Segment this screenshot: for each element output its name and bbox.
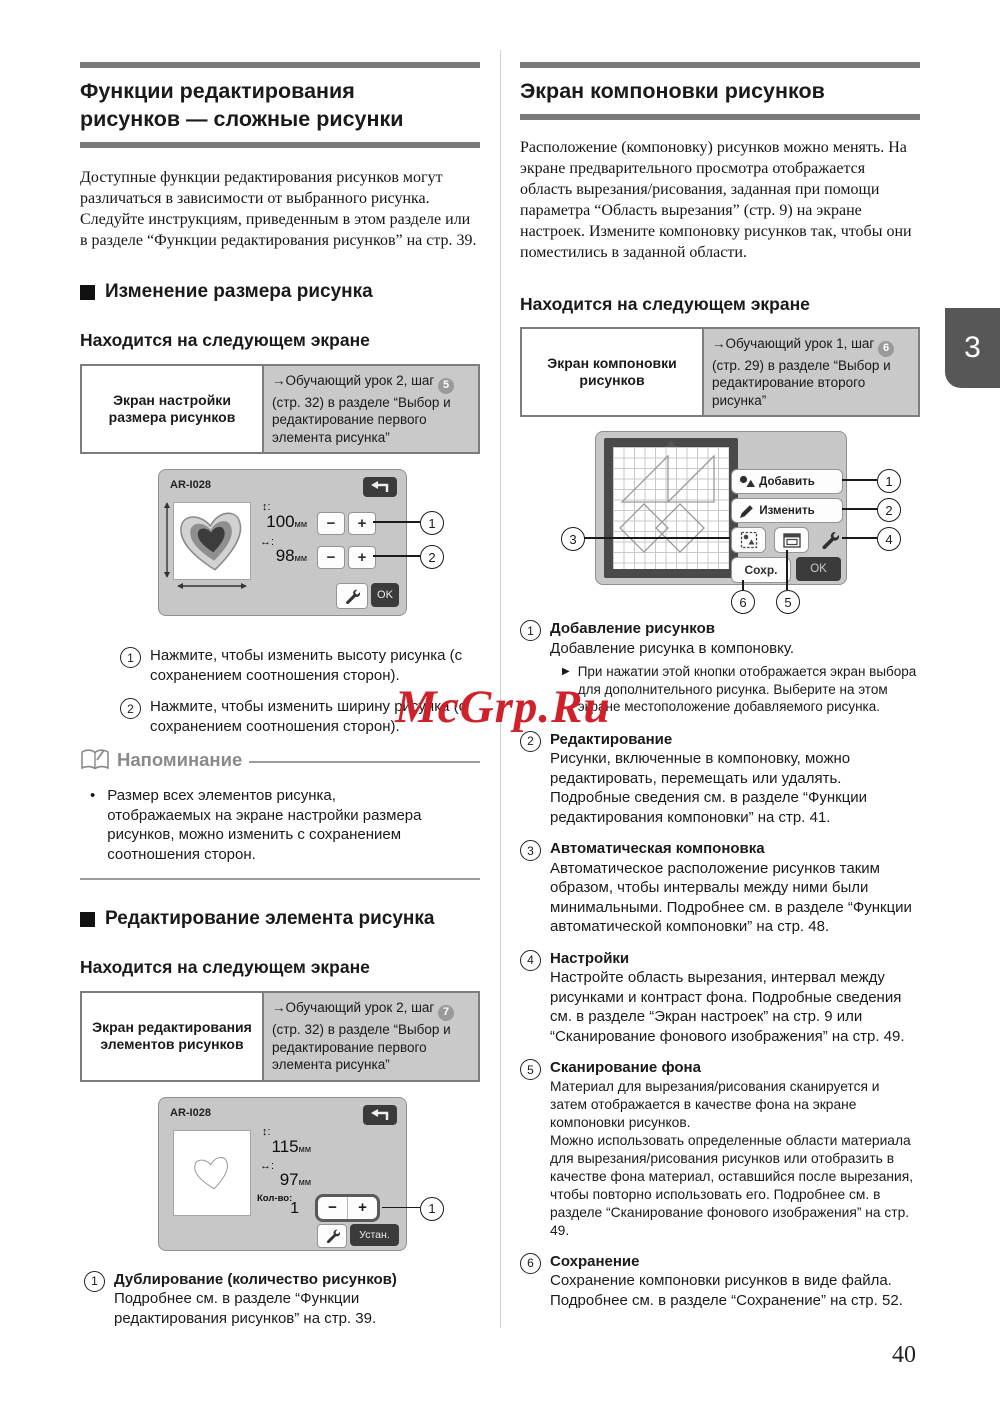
item-content <box>114 1270 464 1329</box>
width-minus-button <box>317 546 345 569</box>
size-screen-figure <box>80 464 480 634</box>
list-item <box>520 730 920 828</box>
section-title-editing-functions: Функции редактирования рисунков — сложные рисунки <box>80 79 404 131</box>
pattern-code: AR-I028 <box>170 479 211 492</box>
layout-screen-figure <box>520 431 920 619</box>
callout-1: 1 <box>420 1197 444 1221</box>
pattern-code: AR-I028 <box>170 1106 211 1119</box>
callout-line-5 <box>786 550 788 590</box>
memo-book-icon <box>80 748 110 772</box>
item-number: 4 <box>520 950 541 971</box>
height-value <box>255 512 307 532</box>
height-plus-button <box>348 512 376 535</box>
subsection-resize <box>80 281 480 303</box>
screen-location-heading: Находится на следующем экране <box>80 957 370 978</box>
step-badge: 6 <box>878 341 894 357</box>
reference-table <box>80 991 480 1081</box>
element-screen-figure <box>80 1092 480 1260</box>
background-scan-icon <box>783 533 801 548</box>
callout-line-3 <box>583 537 730 539</box>
heading-rule-bottom <box>520 114 920 120</box>
width-number: 98 <box>275 546 295 566</box>
save-label: Сохр. <box>744 563 778 578</box>
step-badge: 7 <box>438 1005 454 1021</box>
height-number: 100 <box>266 512 295 532</box>
screen-location-heading: Находится на следующем экране <box>80 330 370 350</box>
callout-line-4 <box>842 537 877 539</box>
width-dim-label: ↔: <box>260 536 275 549</box>
width-dim-label: ↔: <box>260 1159 275 1172</box>
step-badge: 5 <box>438 378 454 394</box>
add-label: Добавить <box>759 475 815 488</box>
note-bullet-item <box>90 786 430 864</box>
note-rule <box>249 761 480 763</box>
item-number: 2 <box>120 698 141 719</box>
item-title: Сканирование фона <box>550 1059 701 1077</box>
settings-wrench-button <box>317 1224 347 1248</box>
sub-note-text: При нажатии этой кнопки отображается экран выбора для дополнительного рисунка. Выберите на этом экране местоположение добавляемого рисунка. <box>577 664 917 715</box>
back-icon <box>370 481 390 493</box>
screen-location-heading: Находится на следующем экране <box>520 294 810 314</box>
arrow-bullet-icon: ▶ <box>562 666 570 678</box>
subsection-title: Изменение размера рисунка <box>105 281 373 302</box>
plus-label: + <box>357 515 367 533</box>
pencil-icon <box>740 504 754 518</box>
item-text: Материал для вырезания/рисования сканируется и затем отображается в качестве фона на экране компоновки рисунков. <box>550 1078 880 1130</box>
intro-paragraph: Расположение (компоновку) рисунков можно менять. На экране предварительного просмотра отображается область вырезания/рисования, заданная при помощи параметра “Область вырезания” (стр. 9) на экране настроек. Измените компоновку рисунков так, чтобы они поместились в заданной области. <box>520 139 912 261</box>
item-text-2: Можно использовать определенные области материала для вырезания/рисования рисунков или отобразить в качестве фона материал, оставшийся после вырезания, чтобы повторно использовать его. Подробнее см. в разделе “Сканирование фонового изображения” на стр. 49. <box>550 1132 914 1238</box>
quantity-value: 1 <box>290 1199 299 1217</box>
chapter-tab <box>945 308 1000 388</box>
settings-wrench-button <box>336 583 368 609</box>
list-item <box>520 839 920 937</box>
reference-table <box>520 327 920 417</box>
callout-4: 4 <box>877 527 901 551</box>
item-title: Дублирование (количество рисунков) <box>114 1270 397 1288</box>
ok-label: OK <box>810 563 827 576</box>
item-text: Нажмите, чтобы изменить высоту рисунка (с сохранением соотношения сторон). <box>150 647 463 684</box>
callout-line-1 <box>382 1207 420 1209</box>
tutorial-text-cont: (стр. 29) в разделе “Выбор и редактирование второго рисунка” <box>712 357 891 408</box>
intro-paragraph: Доступные функции редактирования рисунков могут различаться в зависимости от выбранного рисунка. Следуйте инструкциям, приведенным в этом разделе или в разделе “Функции редактирования рисунков” на стр. 39. <box>80 169 477 249</box>
width-arrow <box>177 582 247 590</box>
list-item <box>84 1270 480 1329</box>
shapes-icon <box>739 475 756 488</box>
width-unit: мм <box>294 553 307 564</box>
height-arrow <box>163 502 171 578</box>
callout-2: 2 <box>877 498 901 522</box>
callout-1: 1 <box>877 469 901 493</box>
item-title: Настройки <box>550 949 630 967</box>
note-rule-bottom <box>80 878 480 880</box>
item-number: 2 <box>520 731 541 752</box>
width-unit: мм <box>298 1176 311 1187</box>
background-scan-button <box>774 527 809 553</box>
plus-label: + <box>357 549 367 567</box>
item-text: Настройте область вырезания, интервал между рисунками и контраст фона. Подробные сведения см. в разделе “Экран настроек” на стр. 9 или “Сканирование фонового изображения” на стр. 49. <box>550 969 905 1045</box>
item-number: 1 <box>84 1271 105 1292</box>
ok-label: OK <box>377 589 393 602</box>
back-button <box>363 1105 397 1125</box>
tutorial-text: →Обучающий урок 1, шаг <box>712 336 879 351</box>
set-label: Устан. <box>359 1228 390 1241</box>
subsection-title: Редактирование элемента рисунка <box>105 908 435 930</box>
height-dim-label: ↕: <box>262 501 271 514</box>
pattern-preview <box>173 502 251 580</box>
ok-button <box>796 557 841 581</box>
wrench-icon <box>344 588 360 604</box>
cutting-mat-preview <box>604 438 738 578</box>
tutorial-text: →Обучающий урок 2, шаг <box>272 373 439 388</box>
item-content <box>550 730 918 828</box>
back-icon <box>370 1109 390 1121</box>
item-number: 6 <box>520 1253 541 1274</box>
minus-label: − <box>326 515 336 533</box>
section-square-bullet <box>80 912 95 927</box>
reference-table <box>80 364 480 454</box>
height-value <box>259 1137 311 1157</box>
callout-line-6 <box>742 580 744 590</box>
width-number: 97 <box>279 1169 299 1189</box>
minus-label: − <box>326 549 336 567</box>
item-title: Добавление рисунков <box>550 620 715 638</box>
width-value <box>255 546 307 566</box>
item-content <box>550 1058 918 1240</box>
width-value <box>259 1170 311 1190</box>
width-plus-button <box>348 546 376 569</box>
list-item <box>520 1058 920 1240</box>
device-size-screen <box>158 469 407 616</box>
note-header <box>80 748 480 772</box>
edit-label: Изменить <box>759 504 815 517</box>
pattern-preview <box>173 1130 251 1216</box>
list-item <box>520 949 920 1047</box>
set-button <box>350 1224 399 1246</box>
item-text: Рисунки, включенные в компоновку, можно редактировать, перемещать или удалять. Подробные сведения см. в разделе “Функции редактирования компоновки” на стр. 41. <box>550 750 868 826</box>
item-number: 1 <box>120 647 141 668</box>
section-square-bullet <box>80 285 95 300</box>
callout-5: 5 <box>776 590 800 614</box>
item-title: Редактирование <box>550 730 673 748</box>
bullet-dot: • <box>90 787 96 805</box>
minus-label: − <box>318 1197 348 1219</box>
item-content <box>550 1252 918 1311</box>
device-layout-screen <box>595 431 847 585</box>
mat-shapes <box>604 438 738 578</box>
tutorial-text: →Обучающий урок 2, шаг <box>272 1000 439 1016</box>
save-button <box>731 557 791 583</box>
item-number: 1 <box>520 620 541 641</box>
height-unit: мм <box>298 1143 311 1154</box>
wrench-icon <box>325 1228 340 1243</box>
item-text: Сохранение компоновки рисунков в виде файла. Подробнее см. в разделе “Сохранение” на стр. 52. <box>550 1272 903 1309</box>
height-unit: мм <box>294 519 307 530</box>
callout-2: 2 <box>420 545 444 569</box>
height-minus-button <box>317 512 345 535</box>
item-number: 3 <box>520 840 541 861</box>
heart-pattern-image <box>174 503 250 579</box>
auto-layout-button <box>731 527 766 553</box>
item-text: Добавление рисунка в компоновку. <box>550 639 795 657</box>
reference-tutorial <box>264 993 478 1079</box>
settings-wrench-button <box>817 527 841 551</box>
item-content <box>550 839 918 937</box>
callout-3: 3 <box>561 527 585 551</box>
tutorial-text-cont: (стр. 32) в разделе “Выбор и редактирование первого элемента рисунка” <box>272 394 451 445</box>
section-title-layout-screen: Экран компоновки рисунков <box>520 79 825 103</box>
height-dim-label: ↕: <box>262 1125 271 1138</box>
list-item <box>520 1252 920 1311</box>
sub-note <box>562 663 918 716</box>
heading-rule-top <box>80 62 480 68</box>
device-element-screen <box>158 1097 407 1251</box>
reference-screen-name: Экран настройки размера рисунков <box>82 366 264 452</box>
duplicate-stepper <box>315 1194 380 1222</box>
item-text: Автоматическое расположение рисунков таким образом, чтобы интервалы между ними были минимальными. Подробнее см. в разделе “Функции автоматической компоновки” на стр. 48. <box>550 859 912 936</box>
ok-button <box>371 583 399 607</box>
height-number: 115 <box>271 1136 299 1156</box>
reference-screen-name: Экран редактирования элементов рисунков <box>82 993 264 1079</box>
add-button <box>731 469 843 494</box>
item-text: Подробнее см. в разделе “Функции редактирования рисунков” на стр. 39. <box>114 1290 377 1327</box>
note-text: Размер всех элементов рисунка, отображаемых на экране настройки размера рисунков, можно изменить с сохранением соотношения сторон. <box>107 787 422 863</box>
callout-line-1 <box>842 479 877 481</box>
callout-6: 6 <box>731 590 755 614</box>
item-content <box>550 949 918 1047</box>
back-button <box>363 477 397 497</box>
item-title: Автоматическая компоновка <box>550 840 765 858</box>
quantity-label: Кол-во: <box>257 1192 293 1204</box>
subsection-edit-element <box>80 908 480 930</box>
note-title: Напоминание <box>117 749 243 771</box>
chapter-number: 3 <box>964 331 981 364</box>
item-text: Нажмите, чтобы изменить ширину рисунка (с сохранением соотношения сторон). <box>150 698 467 735</box>
heart-outline-image <box>174 1131 250 1215</box>
callout-line-2 <box>842 508 877 510</box>
plus-label: + <box>358 1199 367 1216</box>
reference-screen-name: Экран компоновки рисунков <box>522 329 704 415</box>
callout-line-1 <box>373 521 420 523</box>
callout-1: 1 <box>420 511 444 535</box>
tutorial-text-cont: (стр. 32) в разделе “Выбор и редактирование первого элемента рисунка” <box>272 1022 451 1072</box>
callout-line-2 <box>373 555 420 557</box>
item-number: 5 <box>520 1059 541 1080</box>
reference-tutorial <box>264 366 478 452</box>
reference-tutorial <box>704 329 918 415</box>
heading-rule-top <box>520 62 920 68</box>
note-box <box>80 748 480 880</box>
edit-button <box>731 498 843 523</box>
auto-layout-icon <box>740 531 758 549</box>
page-number: 40 <box>892 1342 916 1368</box>
item-title: Сохранение <box>550 1252 640 1270</box>
watermark: McGrp.Ru <box>395 681 611 733</box>
wrench-icon <box>820 530 839 549</box>
heading-rule-bottom <box>80 142 480 148</box>
